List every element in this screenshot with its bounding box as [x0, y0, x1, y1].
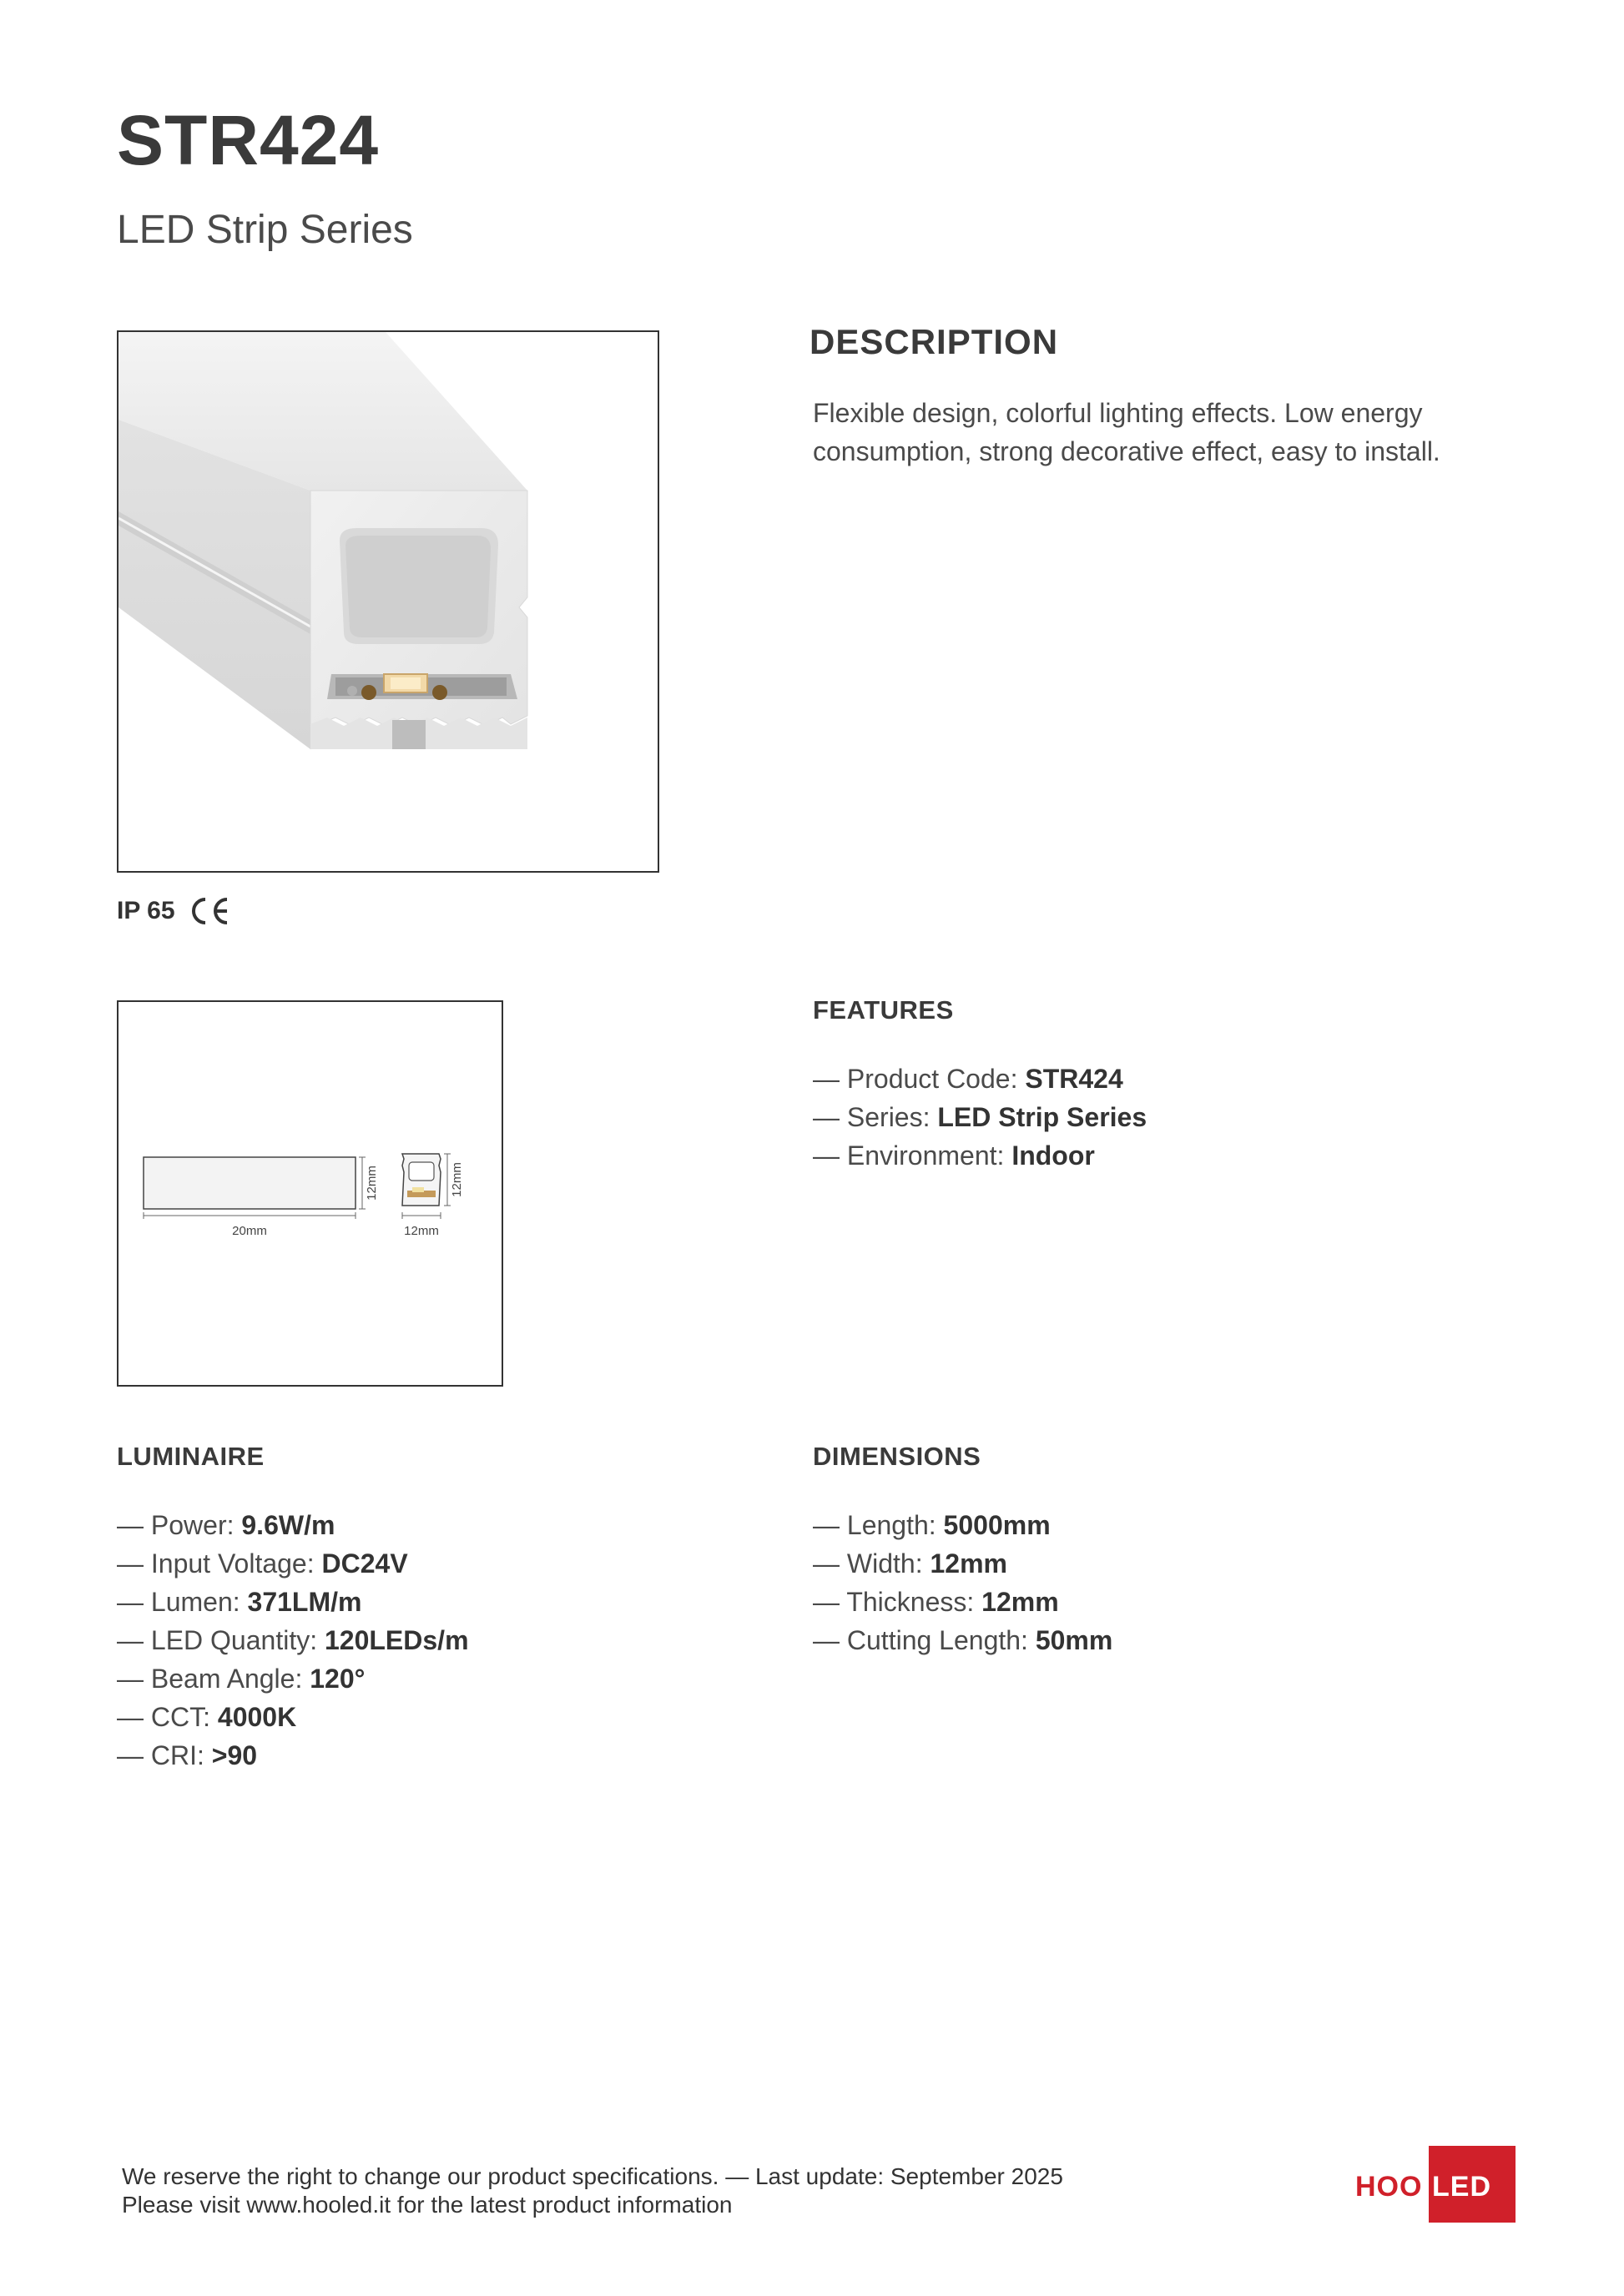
- description-heading: DESCRIPTION: [809, 322, 1059, 361]
- list-item: — Lumen: 371LM/m: [117, 1587, 362, 1617]
- brand-logo-image: [1352, 2146, 1516, 2223]
- footer-disclaimer: We reserve the right to change our product specifications. — Last update: September 2025: [122, 2163, 1063, 2189]
- product-image-frame: [117, 330, 659, 873]
- list-item: — Length: 5000mm: [813, 1510, 1051, 1540]
- product-render-image: [119, 332, 658, 871]
- technical-drawing: [119, 1002, 502, 1385]
- list-item: — Beam Angle: 120°: [117, 1664, 366, 1694]
- footer-text: [122, 2163, 1063, 2219]
- list-item: — CRI: >90: [117, 1740, 258, 1770]
- list-item: — Input Voltage: DC24V: [117, 1548, 408, 1578]
- technical-drawing-frame: [117, 1000, 503, 1387]
- list-item: — LED Quantity: 120LEDs/m: [117, 1625, 469, 1655]
- drawing-section-width-label: 12mm: [404, 1224, 439, 1238]
- drawing-width-label: 20mm: [232, 1224, 267, 1238]
- drawing-section-height-label: 12mm: [450, 1162, 464, 1197]
- features-list: [813, 1060, 1147, 1175]
- dimensions-list: [813, 1506, 1112, 1659]
- description-text: Flexible design, colorful lighting effects. Low energy consumption, strong decorative effect, easy to install.: [813, 398, 1440, 466]
- dimensions-heading: DIMENSIONS: [813, 1442, 981, 1471]
- hooled-logo: [1352, 2146, 1516, 2227]
- logo-text-right: LED: [1432, 2171, 1491, 2203]
- list-item: — Thickness: 12mm: [813, 1587, 1059, 1617]
- drawing-height-label: 12mm: [365, 1166, 379, 1201]
- logo-text-left: HOO: [1355, 2171, 1423, 2203]
- features-heading: FEATURES: [813, 995, 954, 1025]
- ip-rating: IP 65: [117, 897, 175, 924]
- luminaire-heading: LUMINAIRE: [117, 1442, 265, 1471]
- list-item: — Power: 9.6W/m: [117, 1510, 335, 1540]
- luminaire-list: [117, 1506, 469, 1775]
- product-title: STR424: [117, 101, 380, 179]
- certifications: [117, 894, 232, 928]
- list-item: — Series: LED Strip Series: [813, 1102, 1147, 1132]
- ce-mark-icon: [187, 894, 232, 928]
- list-item: — Product Code: STR424: [813, 1064, 1123, 1094]
- footer-website-note: Please visit www.hooled.it for the latest product information: [122, 2192, 733, 2218]
- list-item: — Cutting Length: 50mm: [813, 1625, 1113, 1655]
- list-item: — Environment: Indoor: [813, 1140, 1095, 1171]
- list-item: — Width: 12mm: [813, 1548, 1007, 1578]
- list-item: — CCT: 4000K: [117, 1702, 297, 1732]
- product-subtitle: LED Strip Series: [117, 208, 413, 252]
